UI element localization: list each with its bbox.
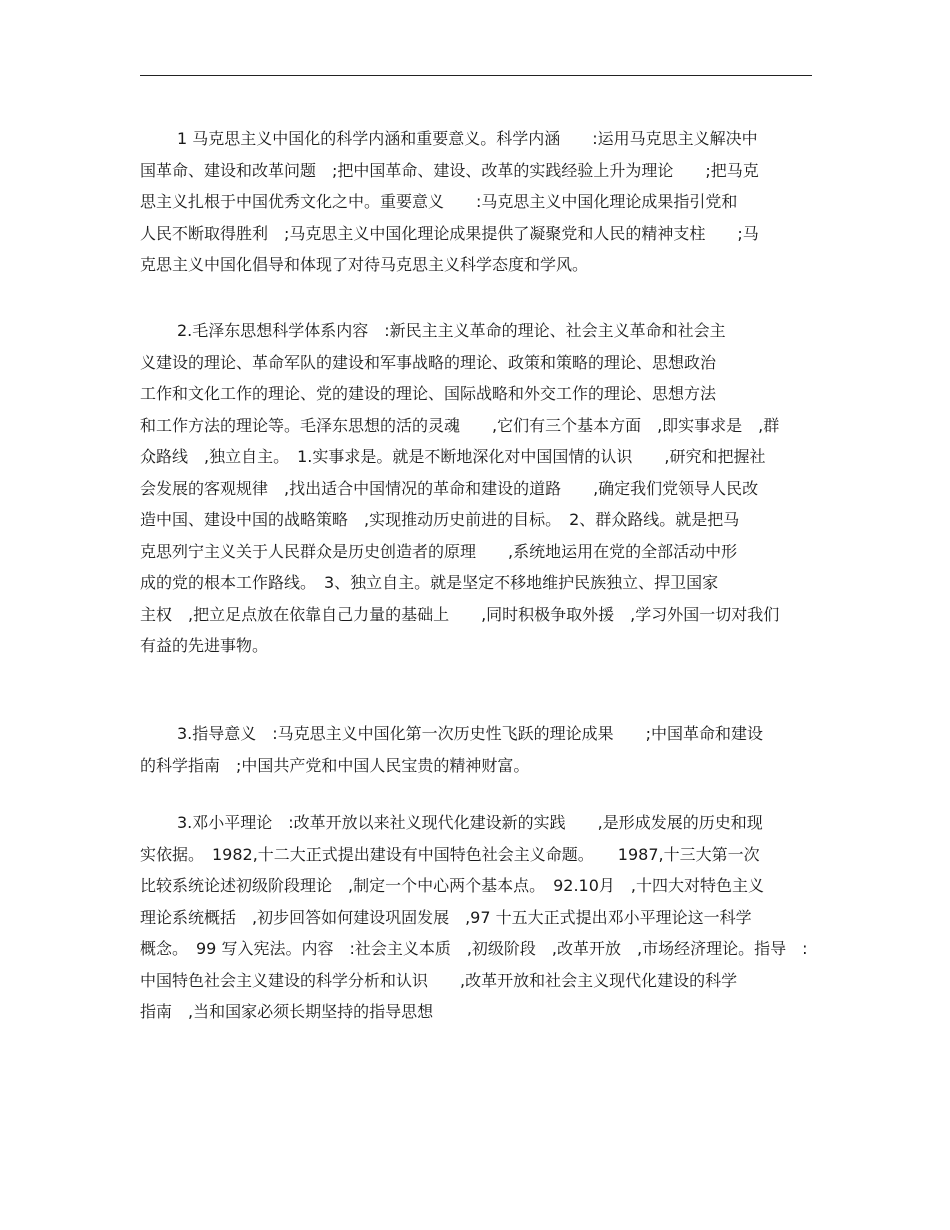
paragraph-line: 比较系统论述初级阶段理论 ,制定一个中心两个基本点。 92.10月 ,十四大对特色主义 xyxy=(140,876,764,895)
paragraph-line: 造中国、建设中国的战略策略 ,实现推动历史前进的目标。 2、群众路线。就是把马 xyxy=(140,510,740,529)
paragraph-line: 会发展的客观规律 ,找出适合中国情况的革命和建设的道路 ,确定我们党领导人民改 xyxy=(140,478,759,498)
paragraph-line: 2.毛泽东思想科学体系内容 :新民主主义革命的理论、社会主义革命和社会主 xyxy=(177,321,726,340)
paragraph-line: 指南 ,当和国家必须长期坚持的指导思想 xyxy=(140,1002,434,1021)
paragraph-line: 义建设的理论、革命军队的建设和军事战略的理论、政策和策略的理论、思想政治 xyxy=(140,352,717,372)
paragraph-line: 概念。 99 写入宪法。内容 :社会主义本质 ,初级阶段 ,改革开放 ,市场经济理论。指导 : xyxy=(140,939,808,958)
paragraph-2 xyxy=(140,315,812,662)
paragraph-line: 1 马克思主义中国化的科学内涵和重要意义。科学内涵 :运用马克思主义解决中 xyxy=(177,129,758,148)
header-rule xyxy=(140,75,812,76)
paragraph-line: 克思列宁主义关于人民群众是历史创造者的原理 ,系统地运用在党的全部活动中形 xyxy=(140,541,738,561)
paragraph-line: 人民不断取得胜利 ;马克思主义中国化理论成果提供了凝聚党和人民的精神支柱 ;马 xyxy=(140,223,759,243)
paragraph-line: 的科学指南 ;中国共产党和中国人民宝贵的精神财富。 xyxy=(140,755,530,775)
paragraph-line: 主权 ,把立足点放在依靠自己力量的基础上 ,同时积极争取外援 ,学习外国一切对我们 xyxy=(140,604,780,624)
paragraph-1 xyxy=(140,123,812,281)
paragraph-line: 克思主义中国化倡导和体现了对待马克思主义科学态度和学风。 xyxy=(140,255,589,274)
paragraph-4 xyxy=(140,807,812,1028)
paragraph-line: 国革命、建设和改革问题 ;把中国革命、建设、改革的实践经验上升为理论 ;把马克 xyxy=(140,160,759,180)
paragraph-3 xyxy=(140,718,812,781)
paragraph-line: 3.邓小平理论 :改革开放以来社义现代化建设新的实践 ,是形成发展的历史和现 xyxy=(177,813,763,832)
paragraph-line: 思主义扎根于中国优秀文化之中。重要意义 :马克思主义中国化理论成果指引党和 xyxy=(140,192,738,211)
paragraph-line: 和工作方法的理论等。毛泽东思想的活的灵魂 ,它们有三个基本方面 ,即实事求是 ,群 xyxy=(140,415,780,435)
paragraph-line: 理论系统概括 ,初步回答如何建设巩固发展 ,97 十五大正式提出邓小平理论这一科学 xyxy=(140,907,752,927)
paragraph-line: 工作和文化工作的理论、党的建设的理论、国际战略和外交工作的理论、思想方法 xyxy=(140,384,717,403)
paragraph-line: 成的党的根本工作路线。 3、独立自主。就是坚定不移地维护民族独立、捍卫国家 xyxy=(140,573,719,592)
paragraph-line: 实依据。 1982,十二大正式提出建设有中国特色社会主义命题。 1987,十三大第一次 xyxy=(140,844,760,864)
paragraph-line: 有益的先进事物。 xyxy=(140,636,269,655)
paragraph-line: 3.指导意义 :马克思主义中国化第一次历史性飞跃的理论成果 ;中国革命和建设 xyxy=(177,724,764,743)
paragraph-line: 中国特色社会主义建设的科学分析和认识 ,改革开放和社会主义现代化建设的科学 xyxy=(140,970,738,990)
paragraph-line: 众路线 ,独立自主。 1.实事求是。就是不断地深化对中国国情的认识 ,研究和把握社 xyxy=(140,447,766,466)
